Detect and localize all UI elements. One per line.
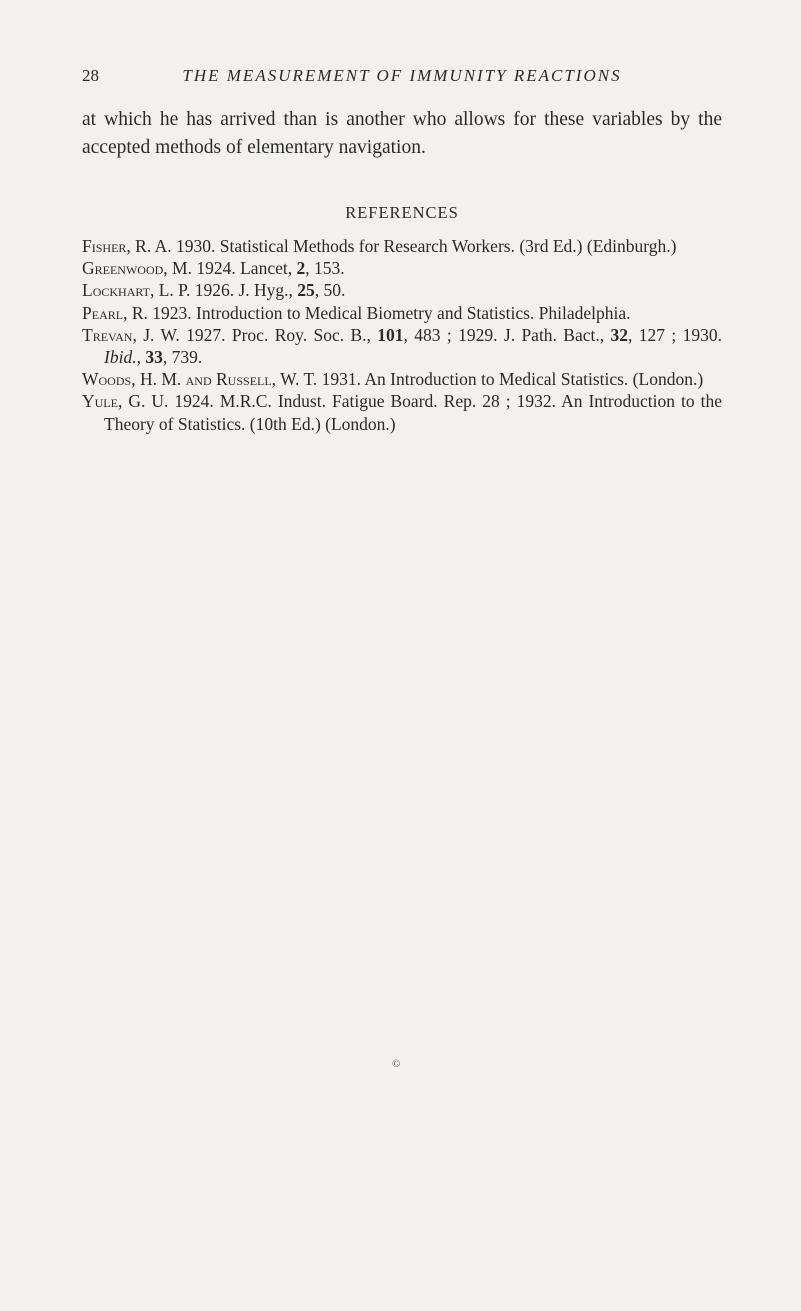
reference-yule — [82, 390, 722, 434]
reference-text: , — [136, 347, 146, 368]
footer-mark: © — [392, 1058, 401, 1070]
body-paragraph: at which he has arrived than is another who allows for these variables by the accepted methods of elementary navigation. — [82, 109, 722, 158]
reference-author: Pearl, R. — [82, 302, 148, 323]
references-list — [82, 235, 722, 435]
reference-volume: 25 — [297, 280, 315, 301]
reference-text: 1924. M.R.C. Indust. Fatigue Board. Rep. 28 ; 1932. An Introduction to the Theory of Statistics. (10th Ed.) (London.) — [104, 391, 722, 434]
reference-text: , 153. — [305, 258, 345, 279]
reference-greenwood — [82, 257, 722, 279]
reference-text: 1931. An Introduction to Medical Statistics. (London.) — [321, 369, 704, 390]
running-head: THE MEASUREMENT OF IMMUNITY REACTIONS — [182, 66, 622, 85]
reference-text: 1923. Introduction to Medical Biometry and Statistics. Philadelphia. — [152, 302, 631, 323]
reference-volume: 101 — [377, 324, 404, 345]
reference-volume: 32 — [610, 324, 628, 345]
reference-text: 1924. Lancet, — [196, 258, 297, 279]
reference-text: 1927. Proc. Roy. Soc. B., — [186, 324, 378, 345]
reference-text: , 127 ; 1930. — [628, 324, 722, 345]
reference-ibid: Ibid. — [104, 347, 137, 368]
reference-trevan — [82, 324, 722, 368]
reference-volume: 2 — [296, 258, 306, 279]
reference-author: Lockhart, L. P. — [82, 280, 191, 301]
page-header — [82, 66, 722, 90]
reference-text: 1926. J. Hyg., — [194, 280, 298, 301]
references-heading: REFERENCES — [345, 203, 459, 222]
reference-author: Woods, H. M. and Russell, W. T. — [82, 369, 318, 390]
reference-text: 1930. Statistical Methods for Research Workers. (3rd Ed.) (Edinburgh.) — [176, 236, 677, 256]
reference-volume: 33 — [145, 347, 163, 368]
reference-lockhart — [82, 279, 722, 301]
reference-author: Greenwood, M. — [82, 258, 192, 279]
reference-woods-russell — [82, 368, 722, 390]
reference-text: , 739. — [162, 347, 203, 368]
reference-text: , 483 ; 1929. J. Path. Bact., — [403, 324, 611, 345]
page-number: 28 — [82, 66, 99, 85]
reference-pearl — [82, 302, 722, 324]
reference-author: Trevan, J. W. — [82, 324, 180, 345]
reference-text: , 50. — [314, 280, 346, 301]
reference-author: Fisher, R. A. — [82, 236, 172, 256]
reference-author: Yule, G. U. — [82, 391, 169, 412]
reference-fisher — [82, 235, 722, 257]
